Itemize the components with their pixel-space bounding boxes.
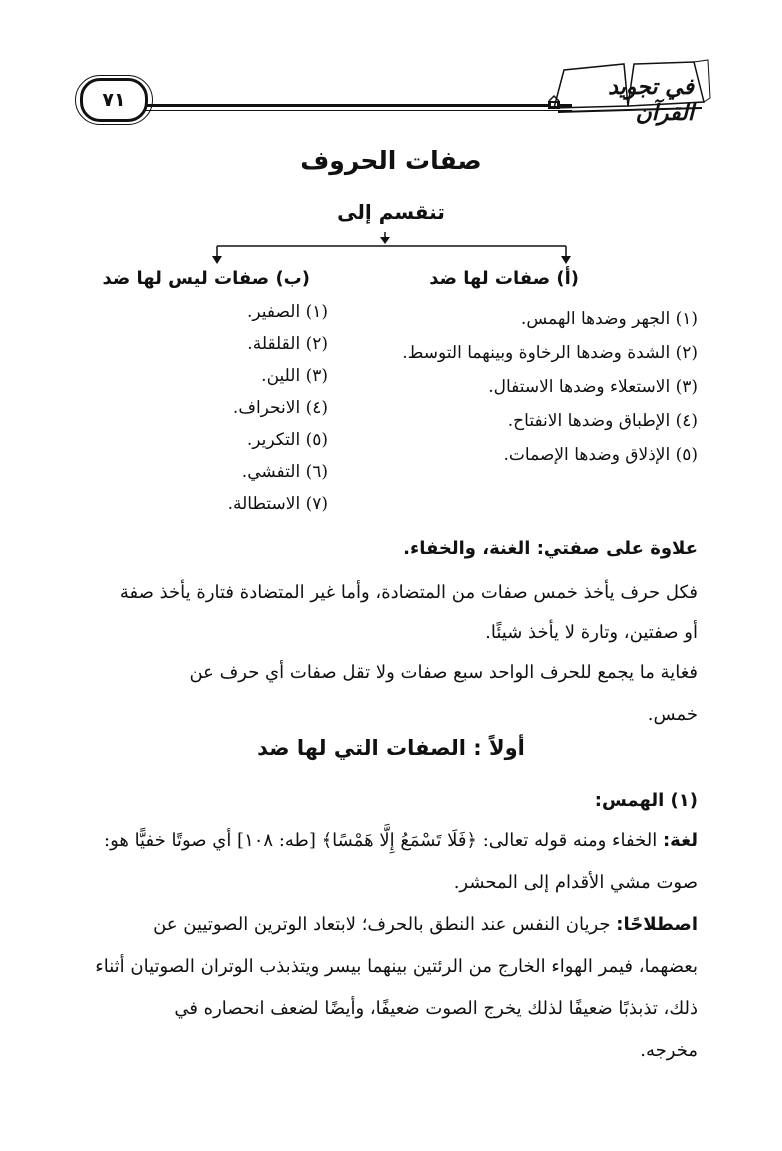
paragraph-line: صوت مشي الأقدام إلى المحشر. bbox=[453, 872, 698, 893]
list-item: (٢) القلقلة. bbox=[247, 334, 328, 354]
page-number: ٧١ bbox=[80, 78, 148, 122]
page-title: صفات الحروف bbox=[300, 146, 482, 175]
col-a-list bbox=[402, 302, 698, 472]
list-item: (٦) التفشي. bbox=[241, 462, 328, 482]
diagram-arrow-center bbox=[380, 237, 390, 244]
list-item: (٤) الإطباق وضدها الانفتاح. bbox=[507, 411, 698, 431]
list-item: (٥) التكرير. bbox=[246, 430, 328, 450]
section-title: أولاً : الصفات التي لها ضد bbox=[257, 736, 525, 760]
list-item: (٥) الإذلاق وضدها الإصمات. bbox=[503, 445, 698, 465]
list-item: (١) الجهر وضدها الهمس. bbox=[520, 309, 698, 329]
paragraph-line: بعضهما، فيمر الهواء الخارج من الرئتين بينهما بيسر ويتذبذب الوتران الصوتيان أثناء bbox=[95, 956, 698, 977]
header-rule-thin bbox=[146, 110, 572, 111]
list-item: (٧) الاستطالة. bbox=[227, 494, 328, 514]
list-item: (٣) الاستعلاء وضدها الاستفال. bbox=[488, 377, 698, 397]
list-item: (١) الصفير. bbox=[247, 302, 328, 322]
paragraph-line: ذلك، تذبذبًا ضعيفًا لذلك يخرج الصوت ضعيفًا، وأيضًا لضعف انحصاره في bbox=[174, 998, 698, 1019]
list-item: (٤) الانحراف. bbox=[232, 398, 328, 418]
list-item: (٣) اللين. bbox=[261, 366, 328, 386]
book-title: في تجويد القرآن bbox=[608, 74, 694, 126]
istilah-text: جريان النفس عند النطق بالحرف؛ لابتعاد الوترين الصوتيين عن bbox=[153, 914, 611, 935]
diagram-arrow-left bbox=[212, 256, 222, 264]
subtitle: تنقسم إلى bbox=[337, 200, 445, 224]
paragraph-line: خمس. bbox=[647, 704, 698, 725]
extra-note: علاوة على صفتي: الغنة، والخفاء. bbox=[403, 538, 698, 559]
diagram-arrow-right bbox=[561, 256, 571, 264]
lugha-label: لغة: bbox=[662, 830, 698, 851]
lugha-text: الخفاء ومنه قوله تعالى: ﴿فَلَا تَسْمَعُ إِلَّا هَمْسًا﴾ [طه: ١٠٨] أي صوتًا خفيًّا هو: bbox=[104, 830, 658, 851]
list-item: (٢) الشدة وضدها الرخاوة وبينهما التوسط. bbox=[402, 343, 698, 363]
hams-label: (١) الهمس: bbox=[594, 790, 698, 811]
paragraph-line: فكل حرف يأخذ خمس صفات من المتضادة، وأما غير المتضادة فتارة يأخذ صفة bbox=[119, 582, 698, 603]
division-diagram bbox=[0, 226, 782, 270]
istilah-label: اصطلاحًا: bbox=[616, 914, 698, 935]
paragraph-line: فغاية ما يجمع للحرف الواحد سبع صفات ولا تقل صفات أي حرف عن bbox=[189, 662, 698, 683]
istilah-line bbox=[153, 914, 698, 935]
book-title-logo bbox=[544, 58, 712, 126]
lugha-line bbox=[104, 830, 698, 851]
col-b-heading: (ب) صفات ليس لها ضد bbox=[102, 268, 310, 289]
paragraph-line: مخرجه. bbox=[640, 1040, 698, 1061]
col-b-list bbox=[228, 296, 328, 520]
header-rule bbox=[146, 104, 572, 107]
col-a-heading: (أ) صفات لها ضد bbox=[429, 268, 579, 289]
paragraph-line: أو صفتين، وتارة لا يأخذ شيئًا. bbox=[485, 622, 698, 643]
page-header bbox=[76, 56, 712, 126]
